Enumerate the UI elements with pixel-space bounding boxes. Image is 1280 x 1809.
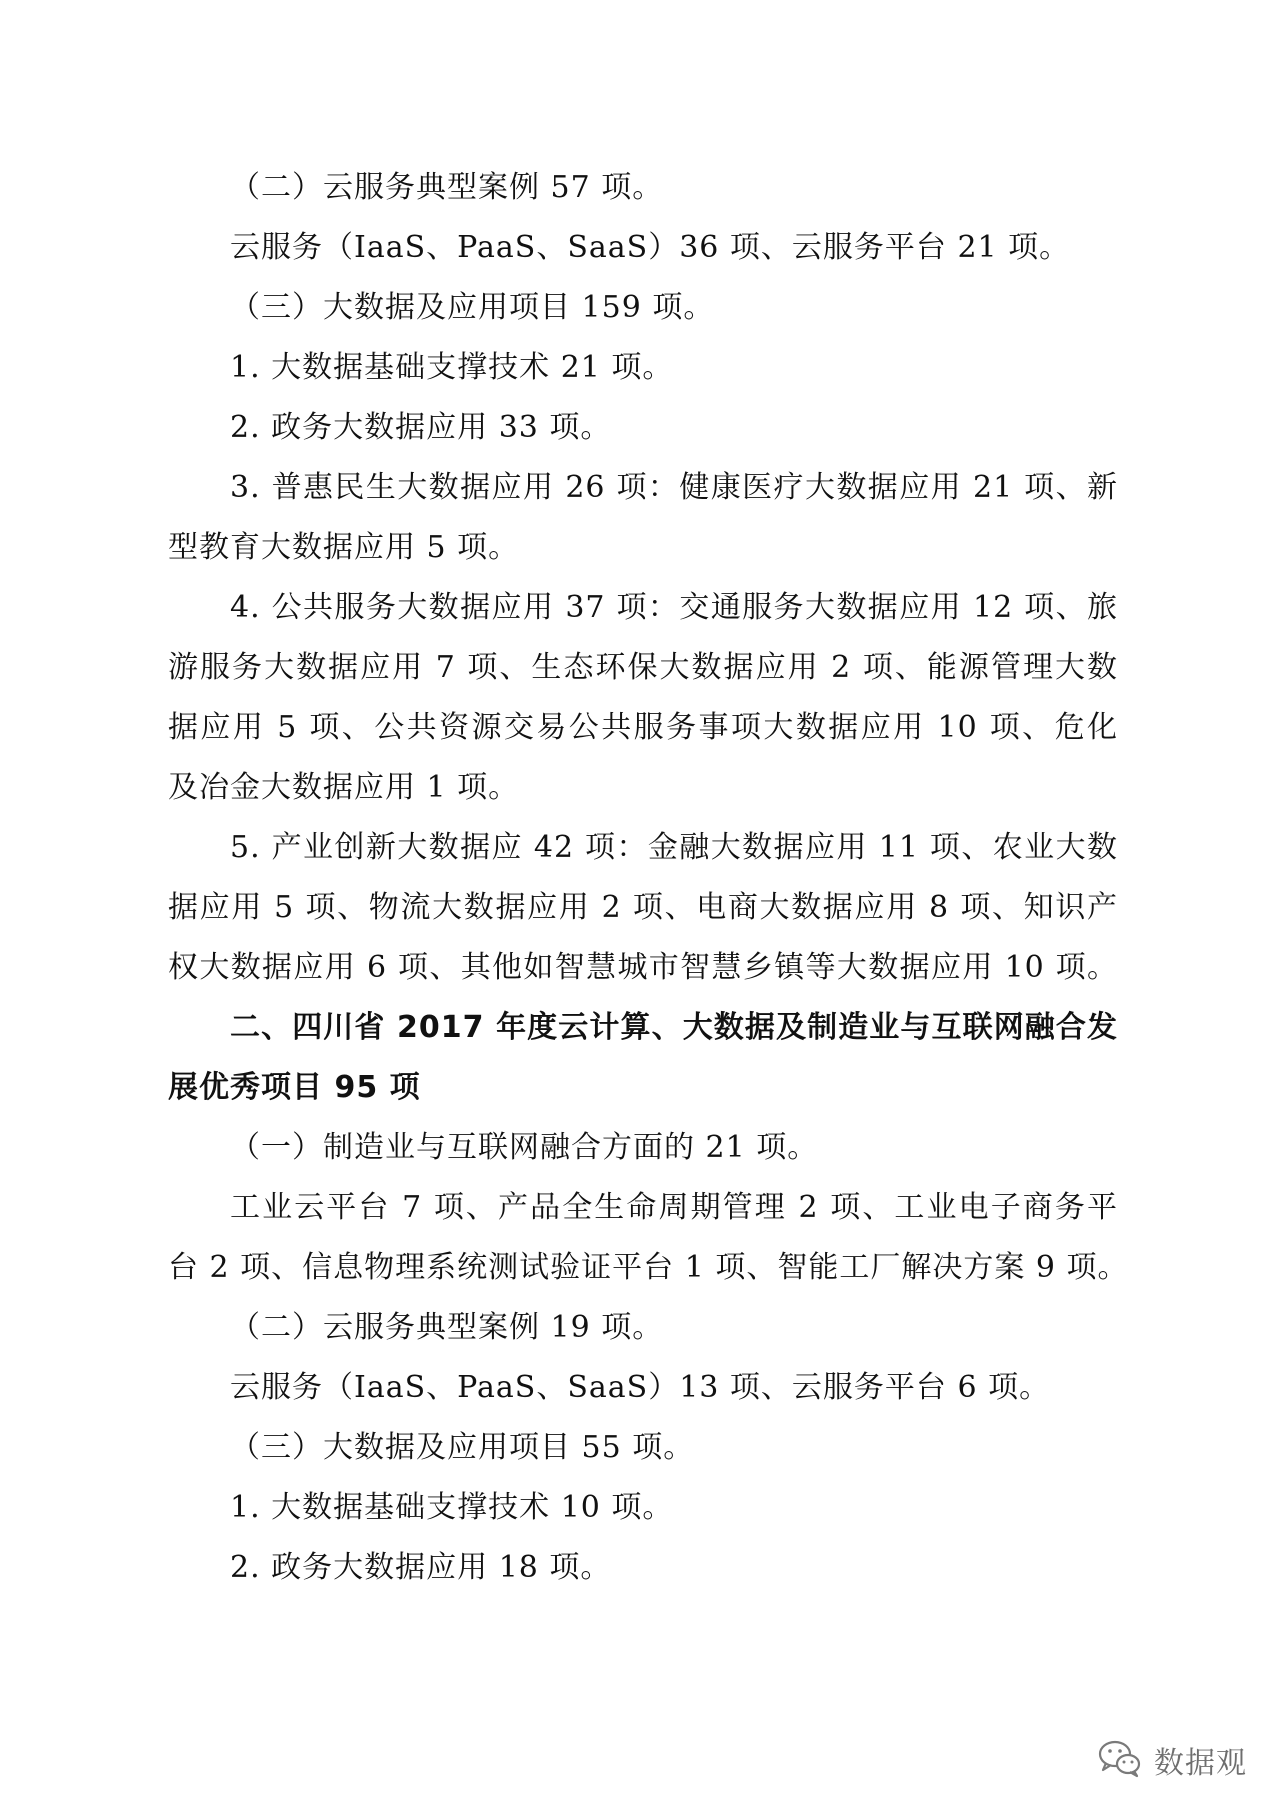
section-heading: 二、四川省 2017 年度云计算、大数据及制造业与互联网融合发 <box>230 1010 1118 1045</box>
list-item-2-b: 2. 政务大数据应用 18 项。 <box>230 1550 612 1585</box>
list-item-1-b: 1. 大数据基础支撑技术 10 项。 <box>230 1490 674 1525</box>
list-item-2: 2. 政务大数据应用 33 项。 <box>230 410 612 445</box>
paragraph-manufacturing-cont: 台 2 项、信息物理系统测试验证平台 1 项、智能工厂解决方案 9 项。 <box>168 1250 1129 1285</box>
subheading-manufacturing: （一）制造业与互联网融合方面的 21 项。 <box>230 1130 819 1165</box>
subheading-cloud-cases-2: （二）云服务典型案例 19 项。 <box>230 1310 664 1345</box>
paragraph-manufacturing: 工业云平台 7 项、产品全生命周期管理 2 项、工业电子商务平 <box>230 1190 1118 1225</box>
list-item-3: 3. 普惠民生大数据应用 26 项：健康医疗大数据应用 21 项、新 <box>230 470 1118 505</box>
list-item-1: 1. 大数据基础支撑技术 21 项。 <box>230 350 674 385</box>
watermark <box>1098 1738 1247 1782</box>
list-item-4-cont-3: 及冶金大数据应用 1 项。 <box>168 770 520 805</box>
wechat-icon <box>1098 1738 1142 1782</box>
document-body <box>168 158 1129 1598</box>
list-item-3-cont: 型教育大数据应用 5 项。 <box>168 530 520 565</box>
subheading-big-data-2: （三）大数据及应用项目 55 项。 <box>230 1430 695 1465</box>
list-item-5: 5. 产业创新大数据应 42 项：金融大数据应用 11 项、农业大数 <box>230 830 1118 865</box>
subheading-big-data: （三）大数据及应用项目 159 项。 <box>230 290 715 325</box>
subheading-cloud-cases: （二）云服务典型案例 57 项。 <box>230 170 664 205</box>
list-item-4-cont-2: 据应用 5 项、公共资源交易公共服务事项大数据应用 10 项、危化 <box>168 710 1118 745</box>
paragraph-cloud-services-2: 云服务（IaaS、PaaS、SaaS）13 项、云服务平台 6 项。 <box>230 1370 1051 1405</box>
section-heading-cont: 展优秀项目 95 项 <box>168 1070 421 1105</box>
watermark-label: 数据观 <box>1154 1746 1247 1781</box>
list-item-4: 4. 公共服务大数据应用 37 项：交通服务大数据应用 12 项、旅 <box>230 590 1118 625</box>
list-item-5-cont-1: 据应用 5 项、物流大数据应用 2 项、电商大数据应用 8 项、知识产 <box>168 890 1118 925</box>
paragraph-cloud-services: 云服务（IaaS、PaaS、SaaS）36 项、云服务平台 21 项。 <box>230 230 1071 265</box>
list-item-4-cont-1: 游服务大数据应用 7 项、生态环保大数据应用 2 项、能源管理大数 <box>168 650 1118 685</box>
list-item-5-cont-2: 权大数据应用 6 项、其他如智慧城市智慧乡镇等大数据应用 10 项。 <box>168 950 1118 985</box>
